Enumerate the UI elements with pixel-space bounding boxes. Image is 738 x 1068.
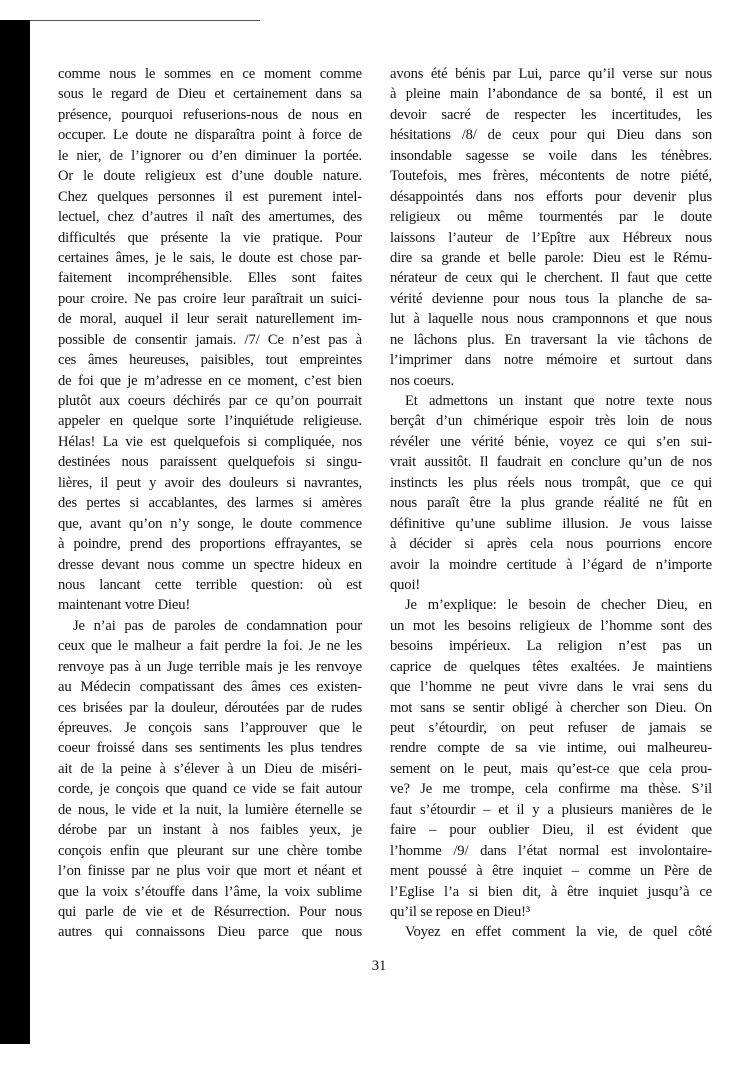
text-line: devoir sacré de respecter les incertitudes, les [390,106,712,123]
text-line: Je n’ai pas de paroles de condamnation pour [73,617,362,634]
text-line: appeler en quelque sorte l’inquiétude religieuse. [58,413,362,430]
text-line: vrait aussitôt. Il faudrait en conclure qu’un de nos [390,454,712,471]
text-line: Hélas! La vie est quelquefois si compliquée, nos [58,433,362,450]
text-line: au Médecin compatissant des âmes ces existen- [58,679,362,696]
text-line: Je m’explique: le besoin de checher Dieu, en [405,597,712,614]
text-line: désappointés dans nos efforts pour devenir plus [390,188,712,205]
text-line: lut à laquelle nous nous cramponnons et que nous [390,311,712,328]
text-line: Voyez en effet comment la vie, de quel côté [405,924,712,941]
text-line: nos coeurs. [390,372,455,389]
text-line: un mot les besoins religieux de l’homme sont des [390,617,712,634]
text-line: insondable sagesse se voile dans les ténèbres. [390,147,712,164]
scan-binding-edge [0,20,30,1044]
text-line: nous paraît être la plus grande réalité ne fût en [390,495,712,512]
text-line: plutôt aux coeurs déchirés par ce qu’on pourrait [58,393,362,409]
text-line: dire sa grande et belle parole: Dieu est le Rému- [390,249,712,266]
text-line: que l’homme ne peut vivre dans le vrai sens du [390,679,712,696]
text-line: de nous, le vide et la nuit, la lumière éternelle se [58,801,362,818]
text-line: lières, il peut y avoir des douleurs si navrantes, [58,474,362,491]
text-line: dérobe par un instant à nos faibles yeux, je [58,822,362,839]
text-line: ces brisées par la douleur, déroutées par de rudes [58,699,362,716]
text-line: le nier, de l’ignorer ou d’en diminuer la portée. [58,147,362,164]
text-line: vérité devienne pour nous tous la planche de sa- [390,290,712,307]
text-line: instincts les plus réels nous trompât, que ce qui [390,474,712,491]
text-line: ceux que le malheur a fait perdre la foi. Je ne les [58,638,362,655]
text-line: quoi! [390,576,421,593]
text-line: l’imprimer dans notre mémoire et surtout dans [390,352,712,369]
text-line: à pleine main l’abondance de sa bonté, il est un [390,86,712,103]
text-line: hésitations /8/ de ceux pour qui Dieu dans son [390,127,712,144]
text-line: ment poussé à être inquiet – comme un Père de [390,863,712,880]
text-line: conçois enfin que pleurant sur une chère tombe [58,842,362,859]
text-line: l’homme /9/ dans l’état normal est involontaire- [390,842,712,859]
scan-top-rule [30,20,260,21]
text-line: corde, je conçois que quand ce vide se fait autour [58,781,362,798]
text-line: avons été bénis par Lui, parce qu’il verse sur nous [390,66,712,82]
text-line: Toutefois, mes frères, mécontents de notre piété, [390,168,712,185]
text-line: berçât d’un chimérique espoir très loin de nous [390,413,712,430]
text-line: Or le doute religieux est d’une double nature. [58,168,362,185]
text-line: laissons l’auteur de l’Epître aux Hébreux nous [390,229,712,246]
text-line: Et admettons un instant que notre texte nous [405,393,712,409]
text-line: nous lancant cette terrible question: où est [58,576,362,593]
text-line: ces âmes heureuses, paisibles, tout empreintes [58,352,362,369]
text-line: faire – pour oublier Dieu, il est évident que [390,822,712,839]
text-line: faut s’étourdir – et il y a plusieurs manières de le [390,801,712,818]
text-line: à poindre, prend des proportions effrayantes, se [58,536,362,553]
text-line: Chez quelques personnes il est purement intel- [58,188,362,205]
text-line: que la voix s’étouffe dans l’âme, la voix sublime [58,883,362,900]
text-line: religieux ou même tourmentés par le doute [390,209,712,226]
text-line: faitement incompréhensible. Elles sont faites [58,270,362,287]
text-line: besoins impérieux. La religion n’est pas un [390,638,712,655]
text-line: possible de consentir jamais. /7/ Ce n’est pas à [58,331,362,348]
text-line: peut s’étourdir, on peut refuser de jamais se [390,720,712,736]
text-line: l’Eglise l’a si bien dit, à être inquiet jusqu’à ce [390,883,712,900]
text-line: sement on le peut, mais qu’est-ce que cela prou- [390,760,712,777]
text-line: l’on finisse par ne plus voir que mort et néant et [58,863,362,880]
text-line: ne lâchons plus. En traversant la vie tâchons de [390,331,712,348]
text-line: nérateur de ceux qui le cherchent. Il faut que cette [390,270,712,287]
text-line: de foi que je m’adresse en ce moment, c’est bien [58,372,362,389]
text-line: maintenant votre Dieu! [58,597,191,614]
text-line: rendre compte de sa vie intime, oui malheureu- [390,740,712,757]
text-line: caprice de quelques têtes exaltées. Je maintiens [390,658,712,675]
text-line: épreuves. Je conçois sans l’approuver que le [58,720,362,736]
right-text-column [390,64,712,943]
text-line: présence, pourquoi refuserions-nous de nous en [58,106,362,123]
text-line: comme nous le sommes en ce moment comme [58,66,362,82]
text-line: de moral, auquel il leur serait naturellement im- [58,311,362,328]
text-line: qu’il se repose en Dieu!³ [390,903,531,920]
text-line: définitive qu’une sublime illusion. Je vous laisse [390,515,712,532]
text-line: mot sans se sentir obligé à chercher son Dieu. On [390,699,712,716]
text-line: coeur froissé dans ses sentiments les plus tendres [58,740,362,757]
page-number: 31 [371,958,387,974]
text-line: ait de la peine à s’élever à un Dieu de miséri- [58,760,362,777]
text-line: sous le regard de Dieu et certainement dans sa [58,86,362,103]
text-line: autres qui connaissons Dieu parce que nous [58,924,362,941]
text-line: occuper. Le doute ne disparaîtra point à force de [58,127,362,144]
text-line: lectuel, chez d’autres il naît des amertumes, des [58,209,362,226]
text-line: que, avant qu’on n’y songe, le doute commence [58,515,362,532]
text-line: destinées nous paraissent quelquefois si singu- [58,454,362,471]
text-line: certaines âmes, je le sais, le doute est chose par- [58,249,362,266]
text-line: avoir la moindre certitude à l’égard de n’importe [390,556,712,573]
text-line: révéler une vérité bénie, voyez ce qui s’en sui- [390,433,712,450]
left-text-column [58,64,362,943]
text-line: à décider si après cela nous pourrions encore [390,536,712,553]
text-line: pour croire. Ne pas croire leur paraîtrait un suici- [58,290,362,307]
text-line: difficultés que présente la vie pratique. Pour [58,229,362,246]
text-line: ve? Je me trompe, cela confirme ma thèse. S’il [390,781,712,798]
text-line: des pertes si accablantes, des larmes si amères [58,495,362,512]
text-line: qui parle de vie et de Résurrection. Pour nous [58,903,362,920]
text-line: renvoye pas à un Juge terrible mais je les renvoye [58,658,362,675]
text-line: dresse devant nous comme un spectre hideux en [58,556,362,573]
